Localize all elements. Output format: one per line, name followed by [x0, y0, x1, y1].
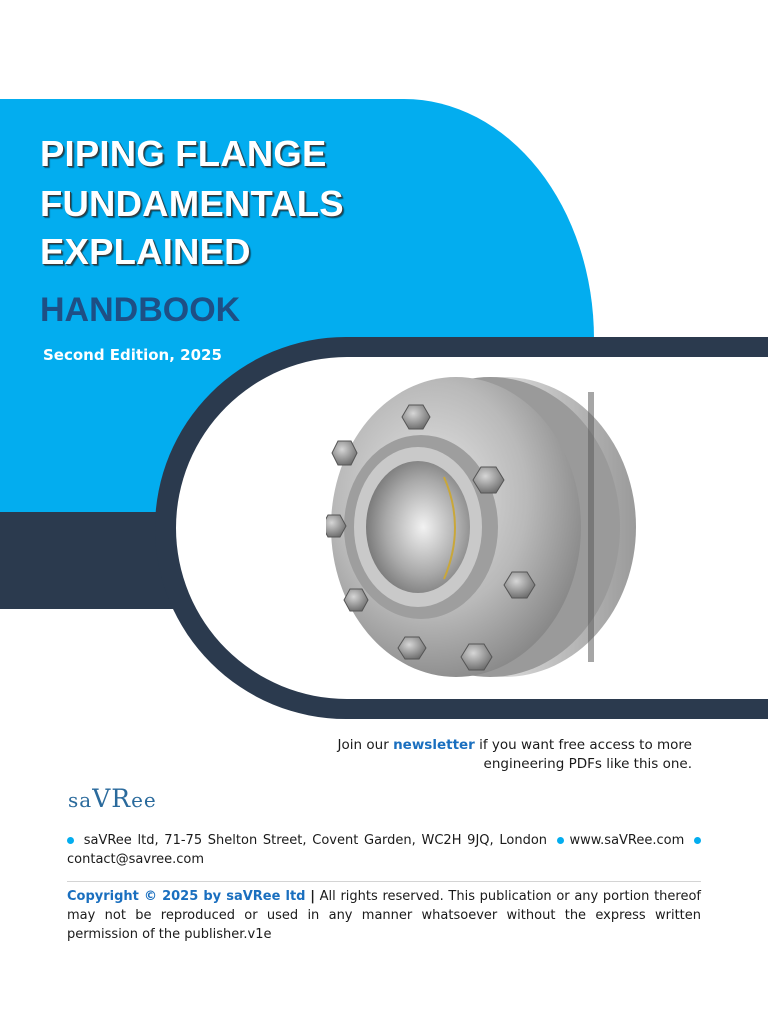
copyright-notice [67, 887, 701, 944]
cover-subtitle: HANDBOOK [40, 291, 241, 329]
newsletter-link[interactable]: newsletter [393, 737, 475, 753]
bullet-icon [67, 837, 74, 844]
newsletter-prefix: Join our [337, 737, 389, 753]
newsletter-suffix: if you want free access to more [479, 737, 692, 753]
contact-address: saVRee ltd, 71-75 Shelton Street, Covent Garden, WC2H 9JQ, London [83, 833, 548, 848]
savree-logo: saVRee [68, 784, 157, 813]
cover-title-line-2: FUNDAMENTALS [40, 183, 344, 224]
copyright-lead: Copyright © 2025 by saVRee ltd [67, 889, 306, 904]
bullet-icon [557, 837, 564, 844]
contact-block [67, 831, 701, 869]
bullet-icon [694, 837, 701, 844]
cover-title-line-1: PIPING FLANGE [40, 133, 327, 174]
flange-image [326, 367, 646, 687]
image-panel [176, 357, 768, 699]
newsletter-line-2: engineering PDFs like this one. [483, 756, 692, 772]
copyright-body: All rights reserved. This publication or any portion thereof may not be reproduced or used in any manner whatsoever without the express written permission of the publisher.v1e [67, 889, 701, 942]
contact-website[interactable]: www.saVRee.com [569, 833, 685, 848]
newsletter-callout [292, 736, 692, 774]
edition-label: Second Edition, 2025 [43, 346, 222, 364]
contact-email[interactable]: contact@savree.com [67, 852, 205, 867]
cover-title-line-3: EXPLAINED [40, 231, 251, 272]
divider [67, 881, 701, 882]
copyright-separator: | [310, 889, 315, 904]
